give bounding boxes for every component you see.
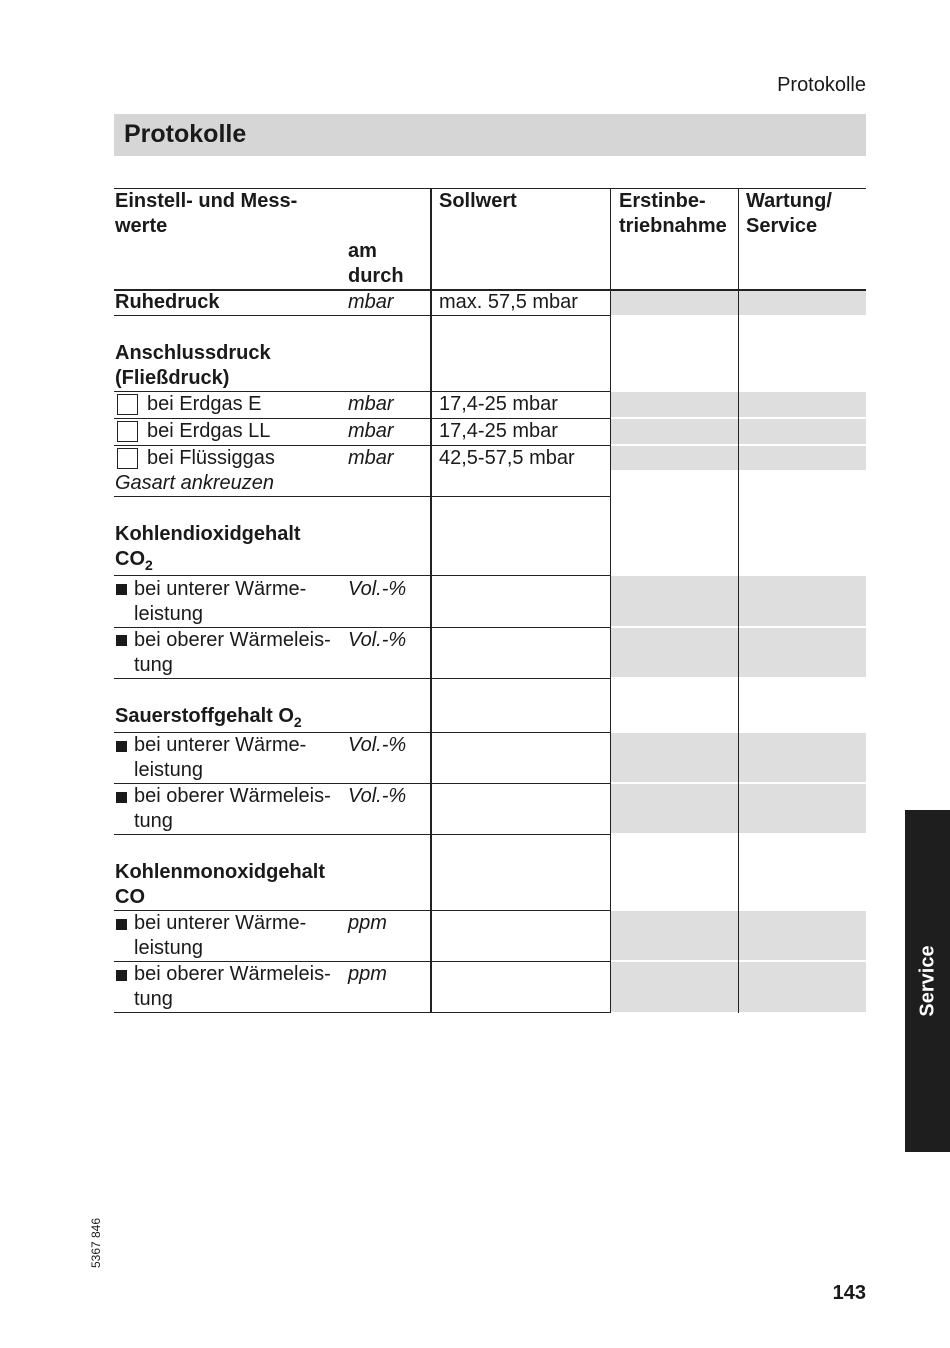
page-number: 143 [832, 1282, 866, 1304]
rule-co2-oben [114, 678, 611, 679]
co-unten-unit: ppm [348, 912, 387, 934]
gasart-note: Gasart ankreuzen [115, 472, 274, 494]
rule-ruhedruck [114, 315, 611, 316]
bullet-co2-unten [116, 584, 127, 595]
ruhedruck-label: Ruhedruck [115, 291, 220, 313]
bullet-co2-oben [116, 635, 127, 646]
bullet-co-unten [116, 919, 127, 930]
col-header-am-durch: am durch [348, 240, 404, 287]
bullet-o2-unten [116, 741, 127, 752]
col-header-sollwert: Sollwert [439, 190, 517, 212]
checkbox-erdgas-ll[interactable] [117, 421, 138, 442]
fluessiggas-label: bei Flüssiggas [147, 447, 275, 469]
rule-co2-title [114, 575, 611, 576]
co2-title: Kohlendioxidgehalt $CO_2$ [115, 523, 301, 573]
anschluss-title: Anschlussdruck (Fließdruck) [115, 342, 271, 389]
co2-unten-unit: Vol.-% [348, 578, 407, 600]
fluessiggas-setpoint: 42,5-57,5 mbar [439, 447, 575, 469]
erdgas-e-unit: mbar [348, 393, 394, 415]
ruhedruck-unit: mbar [348, 291, 394, 313]
co2-oben-unit: Vol.-% [348, 629, 407, 651]
erdgas-ll-unit: mbar [348, 420, 394, 442]
co2-unten-label: bei unterer Wärme- leistung [134, 578, 307, 625]
rule-o2-oben [114, 834, 611, 835]
checkbox-erdgas-e[interactable] [117, 394, 138, 415]
fluessiggas-unit: mbar [348, 447, 394, 469]
rule-col5-left [738, 188, 739, 1013]
co-title: Kohlenmonoxidgehalt CO [115, 861, 325, 908]
co-oben-unit: ppm [348, 963, 387, 985]
erdgas-ll-label: bei Erdgas LL [147, 420, 271, 442]
erdgas-e-setpoint: 17,4-25 mbar [439, 393, 558, 415]
service-side-tab [905, 810, 950, 1152]
section-title: Protokolle [124, 120, 247, 148]
co-oben-label: bei oberer Wärmeleis- tung [134, 963, 331, 1010]
ruhedruck-setpoint: max. 57,5 mbar [439, 291, 578, 313]
rule-col4-left [610, 188, 611, 1013]
bullet-o2-oben [116, 792, 127, 803]
erdgas-e-label: bei Erdgas E [147, 393, 262, 415]
rule-bottom [114, 1012, 611, 1013]
co2-oben-label: bei oberer Wärmeleis- tung [134, 629, 331, 676]
o2-unten-label: bei unterer Wärme- leistung [134, 734, 307, 781]
o2-oben-label: bei oberer Wärmeleis- tung [134, 785, 331, 832]
rule-col3-left [430, 188, 432, 1013]
col-header-settings: Einstell- und Mess- werte [115, 190, 298, 237]
o2-title: Sauerstoffgehalt $O_2$ [115, 705, 302, 730]
o2-oben-unit: Vol.-% [348, 785, 407, 807]
col-header-erstinbetriebnahme: Erstinbe- triebnahme [619, 190, 727, 237]
o2-unten-unit: Vol.-% [348, 734, 407, 756]
bullet-co-oben [116, 970, 127, 981]
erdgas-ll-setpoint: 17,4-25 mbar [439, 420, 558, 442]
rule-gasart [114, 496, 611, 497]
co-unten-label: bei unterer Wärme- leistung [134, 912, 307, 959]
service-tab-label: Service [916, 945, 938, 1017]
document-number: 5367 846 [89, 1217, 103, 1269]
running-header: Protokolle [777, 74, 866, 96]
checkbox-fluessiggas[interactable] [117, 448, 138, 469]
col-header-wartung: Wartung/ Service [746, 190, 832, 237]
